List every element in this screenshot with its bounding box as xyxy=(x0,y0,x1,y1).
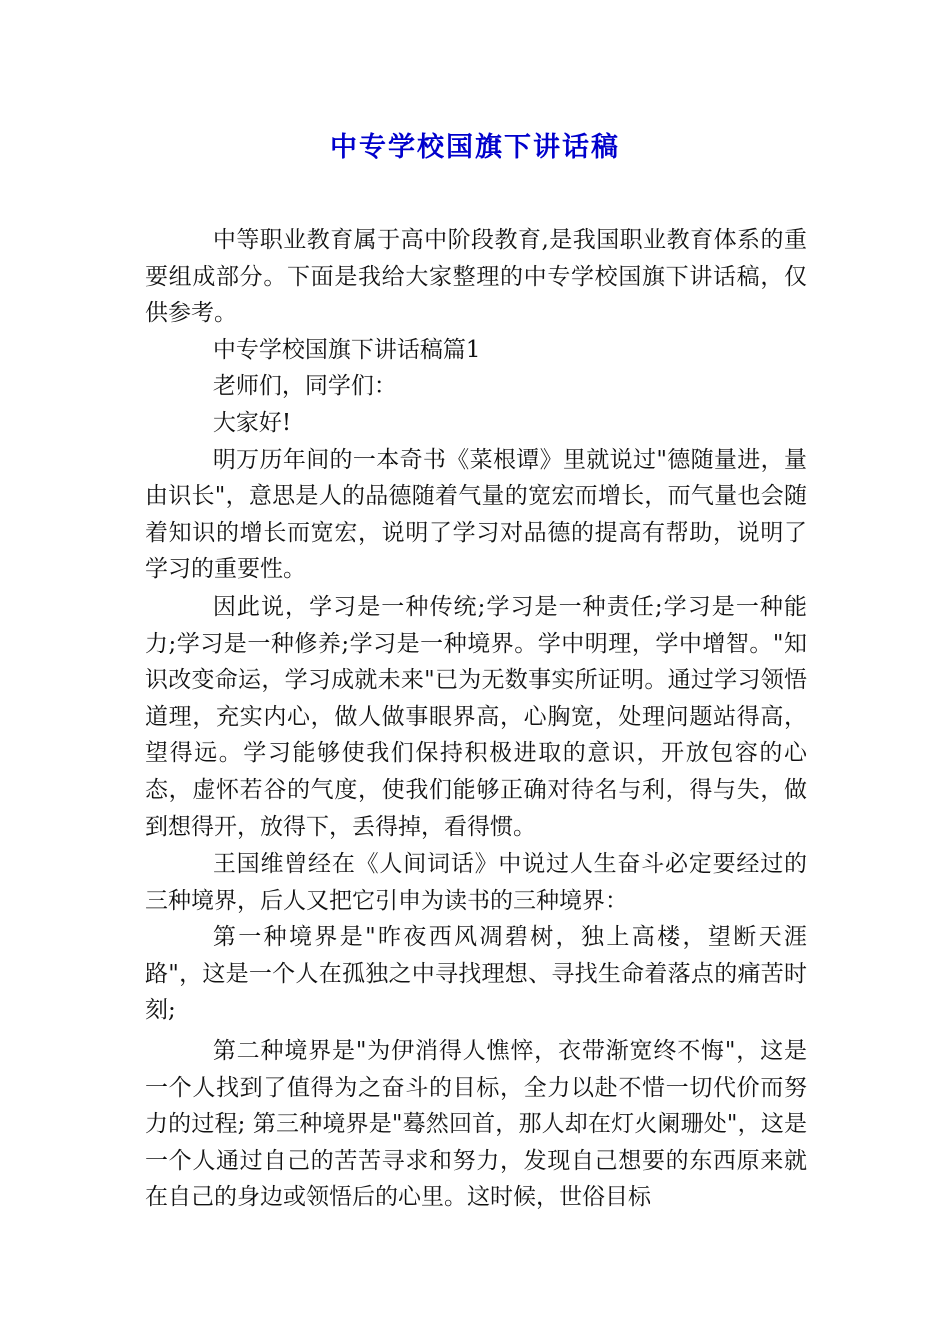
paragraph-caigentan: 明万历年间的一本奇书《菜根谭》里就说过"德随量进，量由识长"，意思是人的品德随着气量的宽宏而增长，而气量也会随着知识的增长而宽宏，说明了学习对品德的提高有帮助，说明了学习的重要性。 xyxy=(145,446,807,583)
paragraph-wangguowei: 王国维曾经在《人间词话》中说过人生奋斗必定要经过的三种境界，后人又把它引申为读书的三种境界： xyxy=(145,851,807,914)
paragraph-first-realm: 第一种境界是"昨夜西风凋碧树，独上高楼，望断天涯路"，这是一个人在孤独之中寻找理想、寻找生命着落点的痛苦时刻; xyxy=(145,924,807,1024)
paragraph-learning: 因此说，学习是一种传统;学习是一种责任;学习是一种能力;学习是一种修养;学习是一种境界。学中明理，学中增智。"知识改变命运，学习成就未来"已为无数事实所证明。通过学习领悟道理，充实内心，做人做事眼界高，心胸宽，处理问题站得高，望得远。学习能够使我们保持积极进取的意识，开放包容的心态，虚怀若谷的气度，使我们能够正确对待名与利，得与失，做到想得开，放得下，丢得掉，看得惯。 xyxy=(145,593,807,840)
paragraph-section-heading: 中专学校国旗下讲话稿篇1 xyxy=(212,336,481,363)
document-title: 中专学校国旗下讲话稿 xyxy=(330,132,620,163)
paragraph-intro: 中等职业教育属于高中阶段教育,是我国职业教育体系的重要组成部分。下面是我给大家整理的中专学校国旗下讲话稿，仅供参考。 xyxy=(145,227,807,327)
document-body xyxy=(145,222,807,1216)
paragraph-greeting: 大家好! xyxy=(212,409,292,436)
paragraph-salutation: 老师们，同学们： xyxy=(212,373,397,400)
paragraph-second-realm: 第二种境界是"为伊消得人憔悴，衣带渐宽终不悔"，这是一个人找到了值得为之奋斗的目标，全力以赴不惜一切代价而努力的过程; 第三种境界是"蓦然回首，那人却在灯火阑珊处"，这是一个人通过自己的苦苦寻求和努力，发现自己想要的东西原来就在自己的身边或领悟后的心里。这时候，世俗目标 xyxy=(145,1038,807,1211)
